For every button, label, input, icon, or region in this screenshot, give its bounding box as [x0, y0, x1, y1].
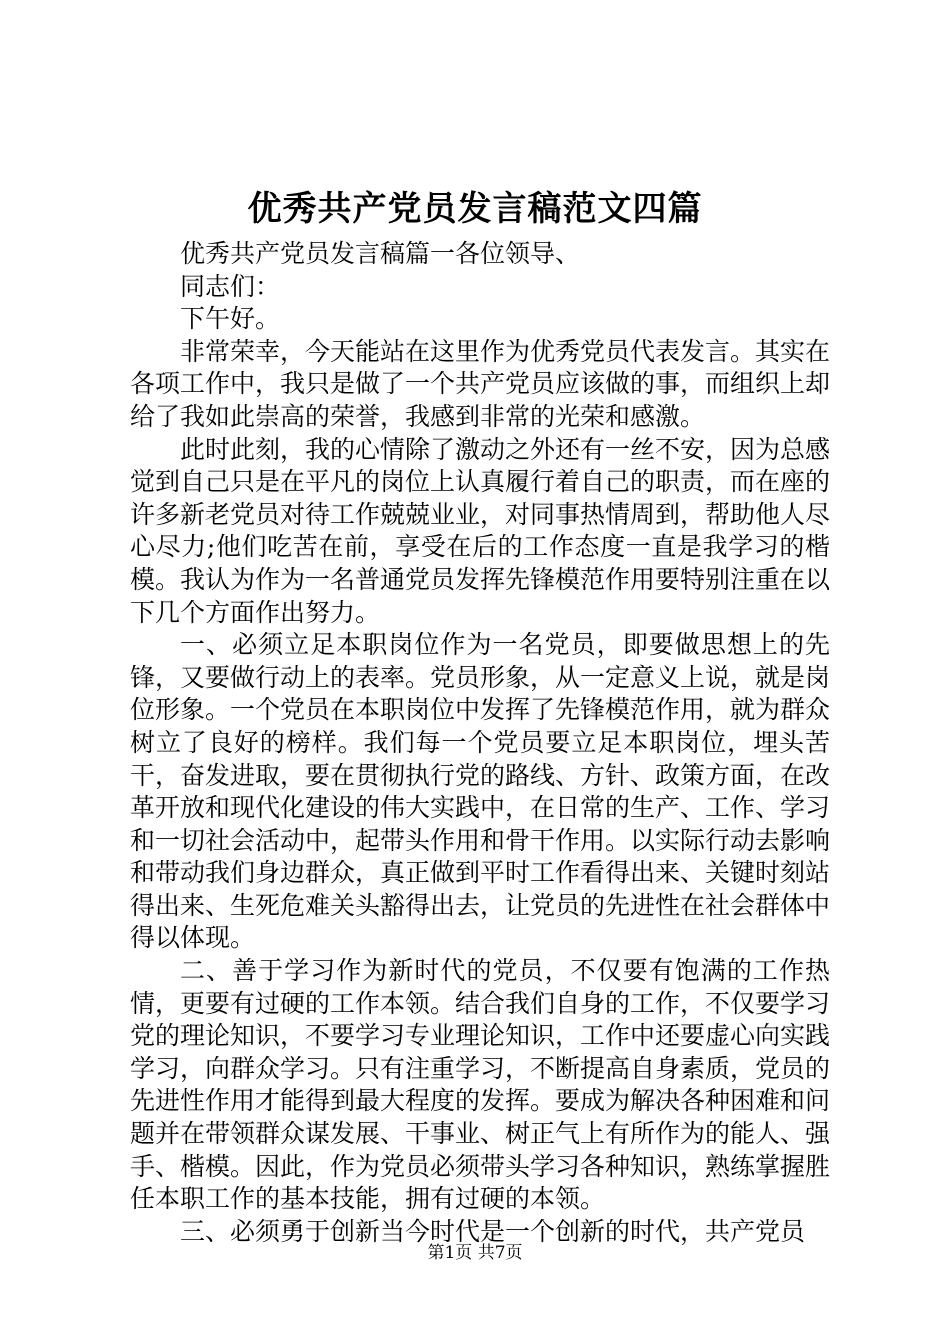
paragraph-point-three: 三、必须勇于创新当今时代是一个创新的时代，共产党员: [180, 1216, 806, 1246]
page-footer: 第1页 共7页: [427, 1243, 523, 1263]
paragraph-greeting: 优秀共产党员发言稿篇一各位领导、: [180, 239, 581, 268]
paragraph-point-one: 一、必须立足本职岗位作为一名党员，即要做思想上的先锋，又要做行动上的表率。党员形象，从一定意义上说，就是岗位形象。一个党员在本职岗位中发挥了先锋模范作用，就为群众树立了良好的榜样。我们每一个党员要立足本职岗位，埋头苦干，奋发进取，要在贯彻执行党的路线、方针、政策方面，在改革开放和现代化建设的伟大实践中，在日常的生产、工作、学习和一切社会活动中，起带头作用和骨干作用。以实际行动去影响和带动我们身边群众，真正做到平时工作看得出来、关键时刻站得出来、生死危难关头豁得出去，让党员的先进性在社会群体中得以体现。: [130, 630, 831, 953]
document-body: [130, 238, 830, 1248]
document-title: 优秀共产党员发言稿范文四篇: [247, 189, 703, 229]
paragraph-feelings: 此时此刻，我的心情除了激动之外还有一丝不安，因为总感觉到自己只是在平凡的岗位上认真履行着自己的职责，而在座的许多新老党员对待工作兢兢业业，对同事热情周到，帮助他人尽心尽力;他们吃苦在前，享受在后的工作态度一直是我学习的楷模。我认为作为一名普通党员发挥先锋模范作用要特别注重在以下几个方面作出努力。: [130, 434, 831, 627]
paragraph-point-two: 二、善于学习作为新时代的党员，不仅要有饱满的工作热情，更要有过硬的工作本领。结合我们自身的工作，不仅要学习党的理论知识，不要学习专业理论知识，工作中还要虚心向实践学习，向群众学习。只有注重学习，不断提高自身素质，党员的先进性作用才能得到最大程度的发挥。要成为解决各种困难和问题并在带领群众谋发展、干事业、树正气上有所作为的能人、强手、楷模。因此，作为党员必须带头学习各种知识，熟练掌握胜任本职工作的基本技能，拥有过硬的本领。: [130, 956, 831, 1214]
paragraph-good-afternoon: 下午好。: [180, 304, 281, 334]
paragraph-salutation: 同志们：: [180, 271, 281, 301]
paragraph-honor: 非常荣幸，今天能站在这里作为优秀党员代表发言。其实在各项工作中，我只是做了一个共产党员应该做的事，而组织上却给了我如此崇高的荣誉，我感到非常的光荣和感激。: [130, 336, 831, 431]
